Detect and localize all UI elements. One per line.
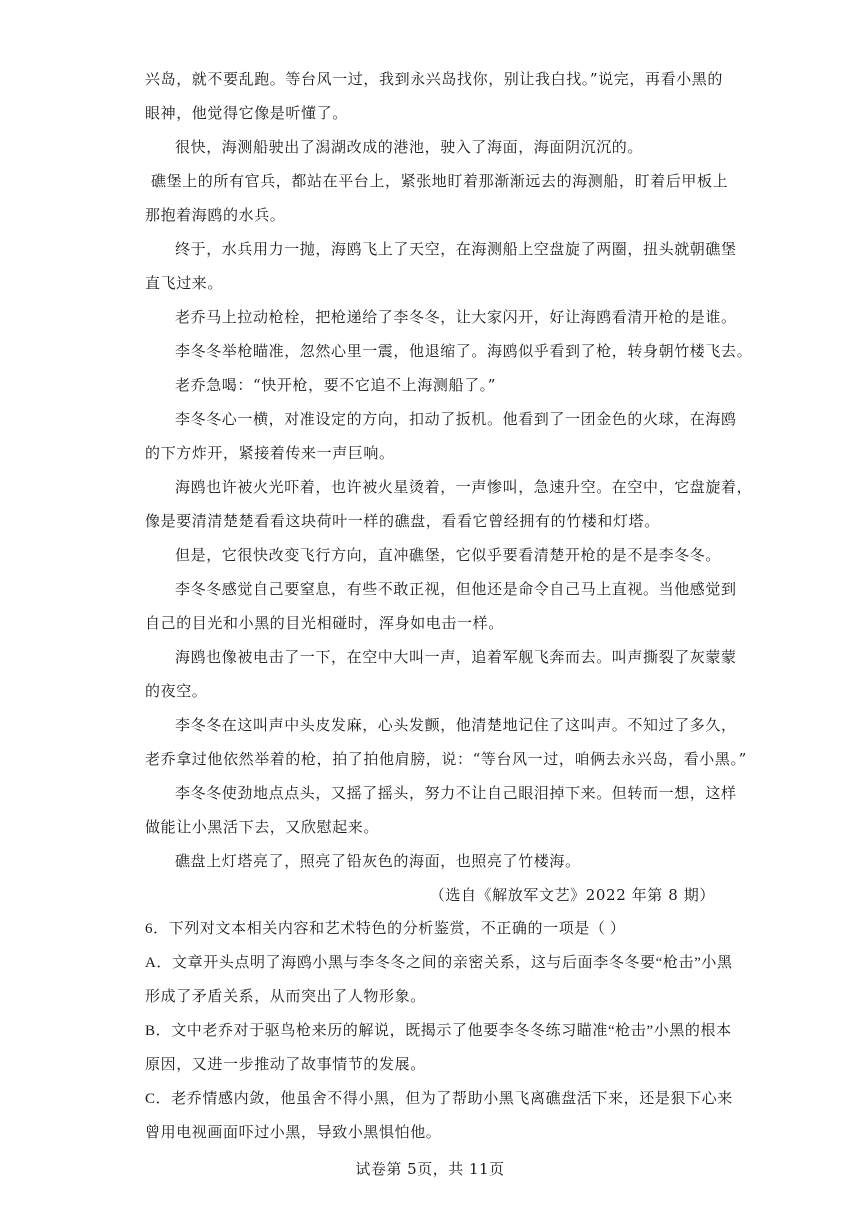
passage-line: 礁堡上的所有官兵，都站在平台上，紧张地盯着那渐渐远去的海测船，盯着后甲板上 bbox=[151, 172, 729, 190]
page-footer: 试卷第 5页，共 11页 bbox=[355, 1160, 505, 1178]
passage-line: 李冬冬使劲地点点头，又摇了摇头，努力不让自己眼泪掉下来。但转而一想，这样 bbox=[175, 784, 737, 802]
story-passage bbox=[145, 68, 753, 884]
question-6 bbox=[145, 918, 733, 1156]
passage-line: 老乔急喝：“快开枪，要不它追不上海测船了。” bbox=[175, 376, 497, 394]
passage-line: 很快，海测船驶出了潟湖改成的港池，驶入了海面，海面阴沉沉的。 bbox=[175, 138, 644, 156]
passage-line: 李冬冬心一横，对准设定的方向，扣动了扳机。他看到了一团金色的火球，在海鸥 bbox=[175, 410, 737, 428]
passage-line: 老乔拿过他依然举着的枪，拍了拍他肩膀，说：“等台风一过，咱俩去永兴岛，看小黑。” bbox=[145, 750, 747, 768]
passage-line: 的下方炸开，紧接着传来一声巨响。 bbox=[145, 444, 395, 462]
passage-line: 兴岛，就不要乱跑。等台风一过，我到永兴岛找你，别让我白找。”说完，再看小黑的 bbox=[145, 70, 723, 88]
question-option-line: 原因，又进一步推动了故事情节的发展。 bbox=[145, 1057, 426, 1073]
question-option-line: A．文章开头点明了海鸥小黑与李冬冬之间的亲密关系，这与后面李冬冬要“枪击”小黑 bbox=[145, 955, 733, 971]
passage-line: 自己的目光和小黑的目光相碰时，浑身如电击一样。 bbox=[145, 614, 504, 632]
question-option-line: 形成了矛盾关系，从而突出了人物形象。 bbox=[145, 989, 426, 1005]
passage-line: 老乔马上拉动枪栓，把枪递给了李冬冬，让大家闪开，好让海鸥看清开枪的是谁。 bbox=[175, 308, 737, 326]
passage-line: 直飞过来。 bbox=[145, 274, 224, 292]
passage-line: 眼神，他觉得它像是听懂了。 bbox=[145, 104, 348, 122]
source-citation: （选自《解放军文艺》2022 年第 8 期） bbox=[429, 886, 715, 904]
passage-line: 李冬冬感觉自己要窒息，有些不敢正视，但他还是命令自己马上直视。当他感觉到 bbox=[175, 580, 737, 598]
passage-line: 海鸥也许被火光吓着，也许被火星烫着，一声惨叫，急速升空。在空中，它盘旋着， bbox=[175, 478, 753, 496]
passage-line: 像是要清清楚楚看看这块荷叶一样的礁盘，看看它曾经拥有的竹楼和灯塔。 bbox=[145, 512, 660, 530]
passage-line: 的夜空。 bbox=[145, 682, 208, 700]
page-content bbox=[145, 68, 753, 1156]
passage-line: 李冬冬举枪瞄准，忽然心里一震，他退缩了。海鸥似乎看到了枪，转身朝竹楼飞去。 bbox=[175, 342, 753, 360]
passage-line: 李冬冬在这叫声中头皮发麻，心头发颤，他清楚地记住了这叫声。不知过了多久， bbox=[175, 716, 737, 734]
passage-line: 海鸥也像被电击了一下，在空中大叫一声，追着军舰飞奔而去。叫声撕裂了灰蒙蒙 bbox=[175, 648, 737, 666]
question-options bbox=[145, 952, 733, 1156]
passage-line: 但是，它很快改变飞行方向，直冲礁堡，它似乎要看清楚开枪的是不是李冬冬。 bbox=[175, 546, 722, 564]
passage-line: 礁盘上灯塔亮了，照亮了铅灰色的海面，也照亮了竹楼海。 bbox=[175, 852, 581, 870]
question-option-line: B．文中老乔对于驱鸟枪来历的解说，既揭示了他要李冬冬练习瞄准“枪击”小黑的根本 bbox=[145, 1023, 732, 1039]
passage-line: 那抱着海鸥的水兵。 bbox=[145, 206, 286, 224]
question-option-line: C．老乔情感内敛，他虽舍不得小黑，但为了帮助小黑飞离礁盘活下来，还是狠下心来 bbox=[145, 1091, 733, 1107]
passage-line: 终于，水兵用力一抛，海鸥飞上了天空，在海测船上空盘旋了两圈，扭头就朝礁堡 bbox=[175, 240, 737, 258]
question-stem: 6．下列对文本相关内容和艺术特色的分析鉴赏，不正确的一项是（ ） bbox=[145, 921, 626, 937]
question-option-line: 曾用电视画面吓过小黑，导致小黑惧怕他。 bbox=[145, 1125, 442, 1141]
passage-line: 做能让小黑活下去，又欣慰起来。 bbox=[145, 818, 380, 836]
